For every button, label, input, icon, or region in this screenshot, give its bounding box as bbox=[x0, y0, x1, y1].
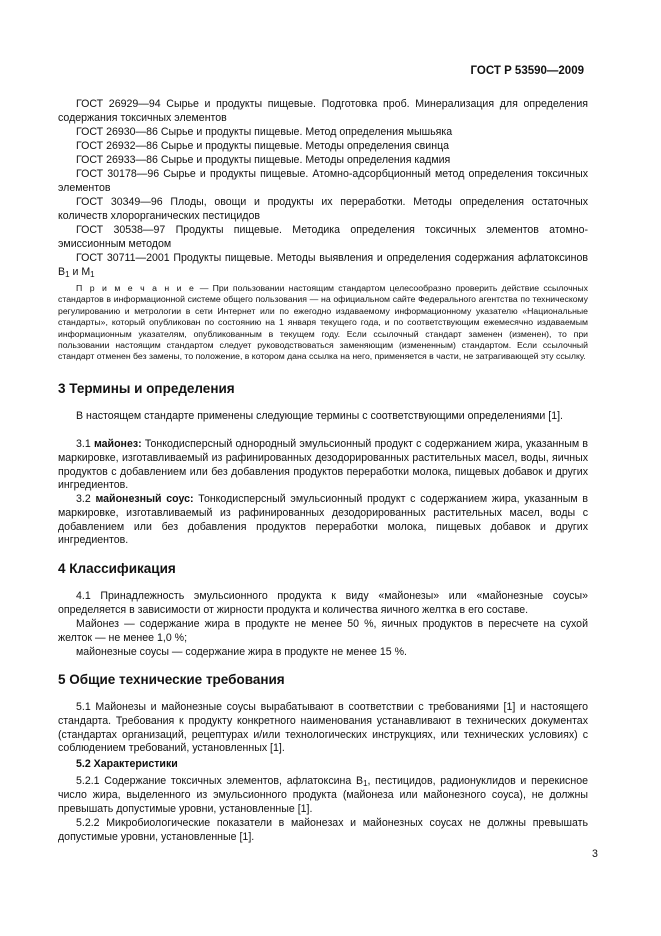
section-4-title: 4 Классификация bbox=[58, 561, 176, 576]
section-3-title: 3 Термины и определения bbox=[58, 381, 235, 396]
reference-item: ГОСТ 30538—97 Продукты пищевые. Методика определения токсичных элементов атомно-эмиссионным методом bbox=[58, 224, 588, 250]
section-5-2-title: 5.2 Характеристики bbox=[76, 758, 178, 770]
section-5-title: 5 Общие технические требования bbox=[58, 672, 285, 687]
reference-item: ГОСТ 30711—2001 Продукты пищевые. Методы выявления и определения содержания афлатоксинов $B_1$ и $M_1$ bbox=[58, 252, 588, 279]
section-5-1: 5.1 Майонезы и майонезные соусы вырабатывают в соответствии с требованиями [1] и настоящего стандарта. Требования к продукту конкретного наименования устанавливают в технических документах (стандартах организаций, рецептурах и/или технологических инструкциях, или технических условиях) с соблюдением требований, установленных [1]. bbox=[58, 701, 588, 755]
reference-note: П р и м е ч а н и е — При пользовании настоящим стандартом целесообразно проверить действие ссылочных стандартов в информационной системе общего пользования — на официальном сайте Федерального агентства по техническому регулированию и метрологии в сети Интернет или по ежегодно издаваемому информационному указателю «Национальные стандарты», который опубликован по состоянию на 1 января текущего года, и по соответствующим ежемесячно издаваемым информационным указателям, опубликованным в текущем году. Если ссылочный стандарт заменен (изменен), то при пользовании настоящим стандартом следует руководствоваться заменяющим (измененным) стандартом. Если ссылочный стандарт отменен без замены, то положение, в котором дана ссылка на него, применяется в части, не затрагивающей эту ссылку. bbox=[58, 283, 588, 362]
document-header: ГОСТ Р 53590—2009 bbox=[470, 65, 584, 77]
reference-item: ГОСТ 26932—86 Сырье и продукты пищевые. Методы определения свинца bbox=[76, 140, 450, 152]
reference-item: ГОСТ 30178—96 Сырье и продукты пищевые. Атомно-адсорбционный метод определения токсичных элементов bbox=[58, 168, 588, 194]
term-mayonnaise-sauce: 3.2 майонезный соус: Тонкодисперсный эмульсионный продукт с содержанием жира, указанным в маркировке, изготавливаемый из рафинированных дезодорированных растительных масел, воды с добавлением или без добавления продуктов переработки молока, пищевых добавок и других ингредиентов. bbox=[58, 493, 588, 547]
reference-item: ГОСТ 26933—86 Сырье и продукты пищевые. Методы определения кадмия bbox=[76, 154, 451, 166]
section-4-sauces: майонезные соусы — содержание жира в продукте не менее 15 %. bbox=[76, 646, 407, 658]
section-4-1: 4.1 Принадлежность эмульсионного продукта к виду «майонезы» или «майонезные соусы» определяется в зависимости от жирности продукта и количества яичного желтка в его составе. bbox=[58, 590, 588, 616]
section-5-2-1: 5.2.1 Содержание токсичных элементов, афлатоксина $B_1$, пестицидов, радионуклидов и перекисное число жира, выделенного из эмульсионного продукта (майонеза или майонезного соуса), не должны превышать допустимые уровни, установленные [1]. bbox=[58, 775, 588, 815]
section-4-mayonnaise: Майонез — содержание жира в продукте не менее 50 %, яичных продуктов в пересчете на сухой желток — не менее 1,0 %; bbox=[58, 618, 588, 644]
page-number: 3 bbox=[592, 848, 598, 860]
term-mayonnaise: 3.1 майонез: Тонкодисперсный однородный эмульсионный продукт с содержанием жира, указанным в маркировке, изготавливаемый из рафинированных дезодорированных растительных масел, воды, яичных продуктов с добавлением или без добавления продуктов переработки молока, пищевых добавок и других ингредиентов. bbox=[58, 438, 589, 492]
section-3-intro: В настоящем стандарте применены следующие термины с соответствующими определениями [1]. bbox=[76, 410, 563, 422]
reference-item: ГОСТ 26929—94 Сырье и продукты пищевые. Подготовка проб. Минерализация для определения содержания токсичных элементов bbox=[58, 98, 588, 124]
section-5-2-2: 5.2.2 Микробиологические показатели в майонезах и майонезных соусах не должны превышать допустимые уровни, установленные [1]. bbox=[58, 817, 588, 843]
reference-item: ГОСТ 26930—86 Сырье и продукты пищевые. Метод определения мышьяка bbox=[76, 126, 453, 138]
reference-item: ГОСТ 30349—96 Плоды, овощи и продукты их переработки. Методы определения остаточных количеств хлорорганических пестицидов bbox=[58, 196, 588, 222]
